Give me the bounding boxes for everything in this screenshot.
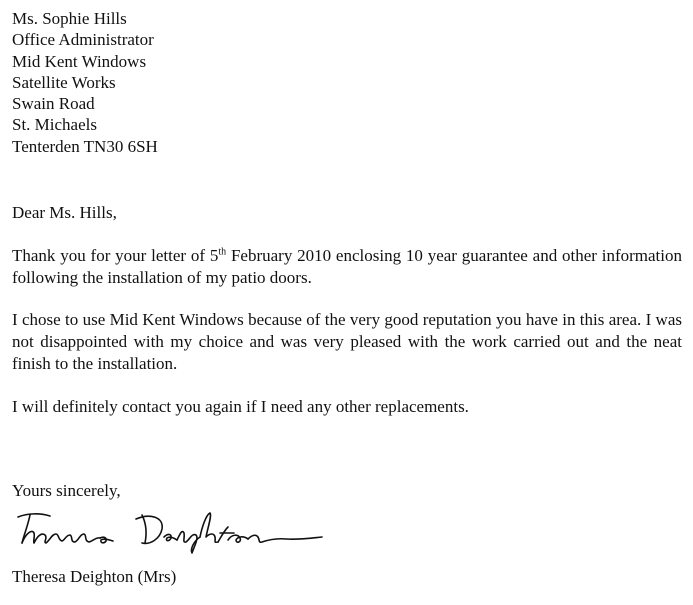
ordinal-suffix: th xyxy=(218,246,227,258)
paragraph-reputation: I chose to use Mid Kent Windows because of the very good reputation you have in this area. I was not disappointed with my choice and was very pleased with the work carried out and the neat finish to the installation. xyxy=(12,310,682,373)
recipient-name: Ms. Sophie Hills xyxy=(12,9,127,28)
closing: Yours sincerely, xyxy=(12,481,121,500)
recipient-company: Mid Kent Windows xyxy=(12,51,147,71)
signature-stroke xyxy=(228,535,248,542)
paragraph-thank-you-rest: February 2010 enclosing 10 year guarantee and other information following the installation of my patio doors. xyxy=(12,246,682,287)
signature-stroke xyxy=(200,513,218,542)
handwritten-signature xyxy=(14,507,334,555)
recipient-street: Swain Road xyxy=(12,94,95,114)
recipient-locality: St. Michaels xyxy=(12,115,97,135)
paragraph-future-contact: I will definitely contact you again if I need any other replacements. xyxy=(12,397,469,416)
signature-stroke xyxy=(177,532,200,553)
recipient-building: Satellite Works xyxy=(12,72,116,92)
paragraph-thank-you xyxy=(12,245,682,289)
recipient-title: Office Administrator xyxy=(12,30,154,50)
signer-name: Theresa Deighton (Mrs) xyxy=(12,567,177,586)
signature-stroke xyxy=(248,535,322,542)
signature-stroke xyxy=(18,514,50,517)
signature-stroke xyxy=(218,527,234,542)
paragraph-thank-you-start: Thank you for your letter of 5 xyxy=(12,246,219,265)
signature-stroke xyxy=(22,531,100,543)
signature-stroke xyxy=(164,534,177,540)
recipient-town-postcode: Tenterden TN30 6SH xyxy=(12,136,158,156)
recipient-address xyxy=(12,8,158,157)
signature-stroke xyxy=(136,516,162,543)
signature-stroke xyxy=(142,515,146,543)
signature-stroke xyxy=(100,537,113,543)
salutation: Dear Ms. Hills, xyxy=(12,203,117,222)
